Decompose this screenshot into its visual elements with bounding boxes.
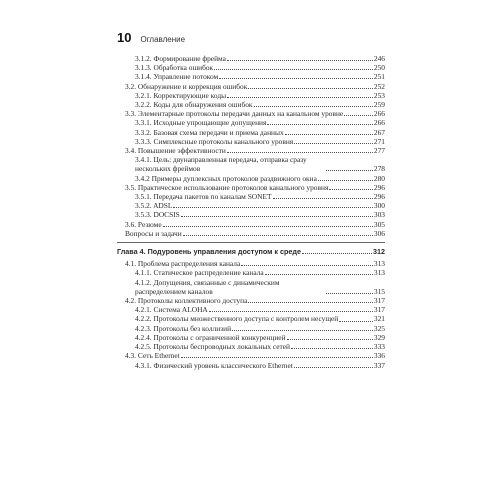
toc-entry[interactable]	[117, 192, 385, 201]
toc-entry-title: 4.2. Протоколы коллективного доступа	[125, 296, 248, 306]
toc-entry-page: 278	[373, 164, 385, 174]
toc-entry[interactable]	[117, 128, 385, 137]
toc-entry-title: 3.2.1. Корректирующие коды	[135, 90, 227, 100]
toc-entry-page: 317	[373, 305, 385, 315]
dot-leader	[227, 97, 373, 98]
toc-entry-page: 313	[373, 268, 385, 278]
toc-entry[interactable]	[117, 91, 385, 100]
toc-entry-page: 267	[373, 127, 385, 137]
toc-entry-title: Вопросы и задачи	[125, 228, 182, 238]
running-head: Оглавление	[140, 35, 186, 44]
toc-entry-page: 296	[373, 182, 385, 192]
toc-entry-title: 3.1.3. Обработка ошибок	[135, 63, 214, 73]
dot-leader	[173, 207, 373, 208]
toc-entry-page: 296	[373, 192, 385, 202]
toc-entry-title: 3.4. Повышение эффективности	[125, 146, 226, 156]
dot-leader	[344, 115, 373, 116]
toc-entry[interactable]	[117, 54, 385, 63]
dot-leader	[326, 293, 373, 294]
toc-entry[interactable]	[117, 100, 385, 109]
toc-entry-title: 4.2.3. Протоколы без коллизий	[135, 323, 232, 333]
dot-leader	[219, 78, 373, 79]
toc-entry-title: 3.2.2. Коды для обнаружения ошибок	[135, 100, 253, 110]
toc-entry-title: 4.3.1. Физический уровень классического Ethernet	[135, 360, 293, 370]
toc-entry-title: 4.2.5. Протоколы беспроводных локальных сетей	[135, 342, 290, 352]
toc-entry[interactable]	[117, 201, 385, 210]
toc-entry-title: 4.1. Проблема распределения канала	[125, 259, 241, 269]
dot-leader	[183, 235, 373, 236]
toc-entry-page: 333	[373, 342, 385, 352]
toc-entry[interactable]	[117, 137, 385, 146]
table-of-contents	[117, 54, 385, 370]
dot-leader	[339, 321, 373, 322]
dot-leader	[241, 265, 373, 266]
toc-entry[interactable]	[117, 63, 385, 72]
toc-entry[interactable]	[117, 72, 385, 81]
toc-entry[interactable]	[117, 278, 385, 296]
toc-entry-page: 305	[373, 219, 385, 229]
toc-entry-title: 4.2.4. Протоколы с ограниченной конкуренцией	[135, 332, 286, 342]
toc-entry-page: 251	[373, 72, 385, 82]
toc-entry-title: 3.5.3. DOCSIS	[135, 210, 180, 220]
toc-entry-title: 3.2. Обнаружение и коррекция ошибок	[125, 81, 248, 91]
toc-entry-page: 315	[373, 286, 385, 296]
toc-chapter-entry[interactable]	[117, 247, 385, 256]
toc-entry-title: 3.4.2 Примеры дуплексных протоколов раздвижного окна	[135, 173, 317, 183]
toc-entry-title: 3.3.3. Симплексные протоколы канального уровня	[135, 136, 294, 146]
toc-entry-page: 253	[373, 90, 385, 100]
dot-leader	[209, 311, 373, 312]
toc-entry[interactable]	[117, 314, 385, 323]
toc-entry-title: 3.3.1. Исходные упрощающие допущения	[135, 118, 267, 128]
toc-entry-page: 306	[373, 228, 385, 238]
dot-leader	[265, 274, 373, 275]
dot-leader	[248, 302, 373, 303]
toc-entry[interactable]	[117, 305, 385, 314]
toc-entry[interactable]	[117, 296, 385, 305]
dot-leader	[181, 357, 373, 358]
dot-leader	[326, 170, 373, 171]
dot-leader	[329, 189, 373, 190]
toc-entry-page: 337	[373, 360, 385, 370]
toc-entry[interactable]	[117, 268, 385, 277]
toc-entry-title: 3.5.1. Передача пакетов по каналам SONET	[135, 192, 272, 202]
dot-leader	[302, 253, 372, 254]
toc-entry-title: 4.2.1. Система ALOHA	[135, 305, 208, 315]
dot-leader	[227, 60, 373, 61]
toc-entry[interactable]	[117, 146, 385, 155]
toc-entry[interactable]	[117, 155, 385, 173]
toc-entry-page: 266	[373, 109, 385, 119]
toc-entry[interactable]	[117, 109, 385, 118]
toc-entry-page: 266	[373, 118, 385, 128]
toc-entry-title: 3.3. Элементарные протоколы передачи данных на канальном уровне	[125, 109, 344, 119]
dot-leader	[318, 180, 373, 181]
toc-entry[interactable]	[117, 351, 385, 360]
toc-entry-page: 321	[373, 314, 385, 324]
toc-entry[interactable]	[117, 82, 385, 91]
toc-entry-title: Глава 4. Подуровень управления доступом к среде	[117, 247, 301, 257]
toc-entry-page: 329	[373, 332, 385, 342]
toc-entry-page: 303	[373, 210, 385, 220]
toc-entry[interactable]	[117, 183, 385, 192]
dot-leader	[291, 348, 373, 349]
toc-entry-page: 325	[373, 323, 385, 333]
dot-leader	[232, 330, 373, 331]
toc-entry[interactable]	[117, 174, 385, 183]
toc-entry-title: 4.1.1. Статическое распределение канала	[135, 268, 264, 278]
toc-entry[interactable]	[117, 220, 385, 229]
dot-leader	[287, 339, 373, 340]
dot-leader	[163, 226, 373, 227]
toc-entry-page: 277	[373, 146, 385, 156]
toc-entry-title: 3.4.1. Цель: двунаправленная передача, отправка сразу нескольких фреймов	[135, 155, 307, 174]
toc-entry-title: 3.5.2. ADSL	[135, 201, 173, 211]
dot-leader	[294, 143, 373, 144]
toc-entry-page: 317	[373, 296, 385, 306]
toc-entry-title: 3.1.4. Управление потоком	[135, 72, 219, 82]
toc-entry[interactable]	[117, 118, 385, 127]
toc-entry-page: 336	[373, 351, 385, 361]
toc-entry[interactable]	[117, 361, 385, 370]
dot-leader	[227, 152, 373, 153]
dot-leader	[267, 124, 373, 125]
toc-entry-page: 250	[373, 63, 385, 73]
dot-leader	[285, 134, 373, 135]
toc-entry[interactable]	[117, 259, 385, 268]
toc-entry-title: 3.6. Резюме	[125, 219, 162, 229]
toc-entry-page: 312	[373, 247, 385, 257]
toc-entry-title: 4.1.2. Допущения, связанные с динамическим распределением каналов	[135, 277, 280, 296]
dot-leader	[248, 88, 373, 89]
dot-leader	[254, 106, 373, 107]
dot-leader	[273, 198, 373, 199]
toc-entry-title: 3.5. Практическое использование протоколов канального уровня	[125, 182, 329, 192]
toc-entry-page: 259	[373, 100, 385, 110]
page-number: 10	[117, 30, 132, 45]
dot-leader	[214, 69, 373, 70]
toc-entry-title: 3.1.2. Формирование фрейма	[135, 54, 226, 63]
dot-leader	[181, 216, 373, 217]
toc-entry[interactable]	[117, 210, 385, 219]
toc-entry-title: 3.3.2. Базовая схема передачи и приема данных	[135, 127, 284, 137]
toc-entry-page: 313	[373, 259, 385, 269]
page-header	[117, 30, 185, 46]
toc-entry-title: 4.2.2. Протоколы множественного доступа с контролем несущей	[135, 314, 339, 324]
toc-entry[interactable]	[117, 324, 385, 333]
toc-entry-page: 300	[373, 201, 385, 211]
chapter-divider	[117, 242, 385, 243]
toc-entry[interactable]	[117, 342, 385, 351]
toc-entry-page: 280	[373, 173, 385, 183]
toc-entry-page: 252	[373, 81, 385, 91]
dot-leader	[294, 367, 373, 368]
toc-entry-title: 4.3. Сеть Ethernet	[125, 351, 180, 361]
toc-entry-page: 246	[373, 54, 385, 63]
toc-entry[interactable]	[117, 229, 385, 238]
toc-entry[interactable]	[117, 333, 385, 342]
toc-entry-page: 271	[373, 136, 385, 146]
